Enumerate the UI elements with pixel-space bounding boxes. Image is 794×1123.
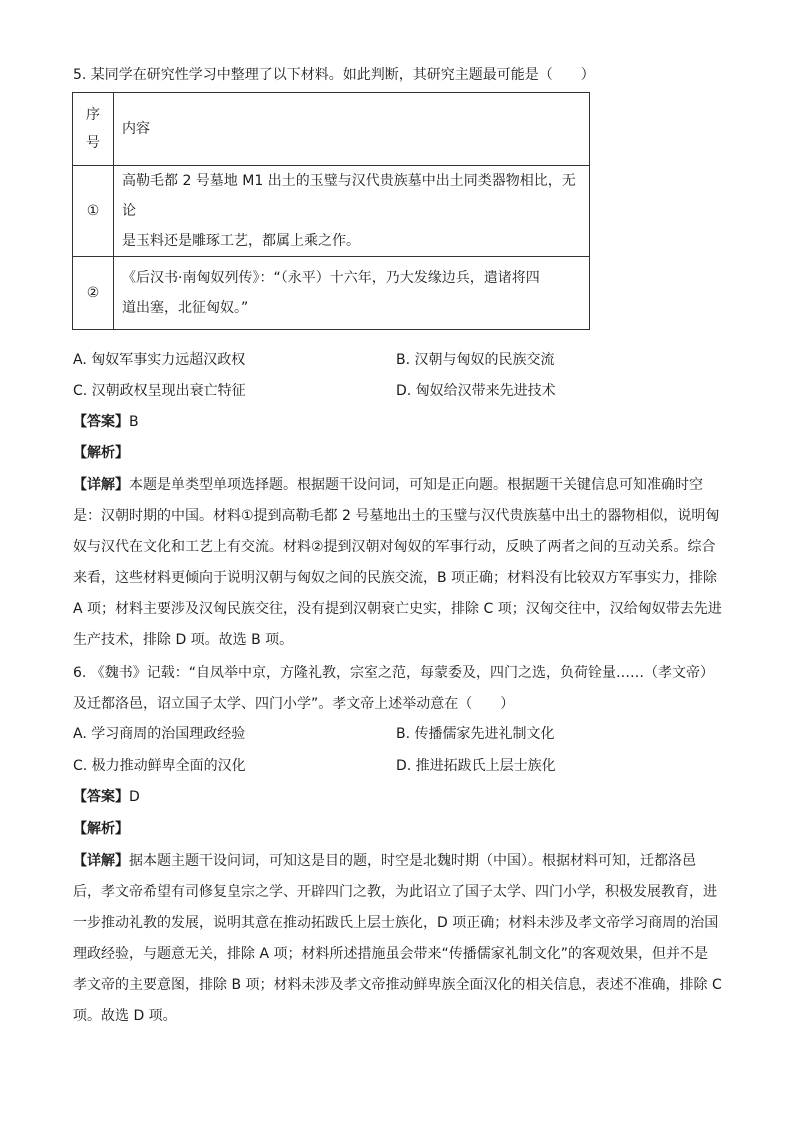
table-row — [73, 166, 590, 257]
detail-line: 【详解】据本题主题干设问词，可知这是目的题，时空是北魏时期（中国）。根据材料可知，迁都洛邑 — [73, 853, 696, 869]
q6-analysis-label — [73, 818, 129, 840]
header-index-line-2: 号 — [86, 135, 100, 151]
detail-line: 是：汉朝时期的中国。材料①提到高勒毛都 2 号墓地出土的玉璧与汉代贵族墓中出土的器物相似，说明匈 — [73, 508, 720, 524]
row-content-line: 高勒毛都 2 号墓地 M1 出土的玉璧与汉代贵族墓中出土同类器物相比，无论 — [122, 173, 576, 219]
q5-option-b: B. 汉朝与匈奴的民族交流 — [396, 352, 555, 368]
detail-label: 【详解】 — [73, 477, 129, 493]
q6-stem-line: 6. 《魏书》记载：“自凤举中京，方隆礼教，宗室之范，每蒙委及，四门之选，负荷铨量……（孝文帝） — [73, 665, 715, 681]
detail-line: 一步推动礼教的发展，说明其意在推动拓跋氏上层士族化，D 项正确；材料未涉及孝文帝学习商周的治国 — [73, 915, 719, 931]
detail-line: 理政经验，与题意无关，排除 A 项；材料所述措施虽会带来“传播儒家礼制文化”的客观效果，但并不是 — [73, 946, 708, 962]
analysis-label: 【解析】 — [73, 821, 129, 837]
detail-line: 项。故选 D 项。 — [73, 1008, 177, 1024]
header-content-cell: 内容 — [114, 93, 590, 166]
row-content — [114, 257, 590, 330]
q6-stem-line: 及迁都洛邑，诏立国子太学、四门小学”。孝文帝上述举动意在（ ） — [73, 696, 515, 712]
q5-option-d: D. 匈奴给汉带来先进技术 — [396, 383, 556, 399]
q5-analysis-label — [73, 442, 129, 464]
row-content-line: 《后汉书·南匈奴列传》：“（永平）十六年，乃大发缘边兵，遣诸将四 — [122, 270, 540, 286]
header-index-cell — [73, 93, 114, 166]
q6-stem — [73, 658, 723, 720]
detail-line: 【详解】本题是单类型单项选择题。根据题干设问词，可知是正向题。根据题干关键信息可知准确时空 — [73, 477, 703, 493]
detail-line: 生产技术，排除 D 项。故选 B 项。 — [73, 632, 294, 648]
table-row — [73, 257, 590, 330]
q6-detail — [73, 846, 723, 1032]
q6-option-c: C. 极力推动鲜卑全面的汉化 — [73, 758, 246, 774]
answer-value: D — [129, 789, 140, 805]
detail-line: A 项；材料主要涉及汉匈民族交往，没有提到汉朝衰亡史实，排除 C 项；汉匈交往中，汉给匈奴带去先进 — [73, 601, 722, 617]
row-content-line: 道出塞，北征匈奴。” — [122, 300, 249, 316]
q5-stem: 5. 某同学在研究性学习中整理了以下材料。如此判断，其研究主题最可能是（ ） — [73, 67, 595, 83]
q5-detail — [73, 470, 723, 656]
answer-label: 【答案】 — [73, 789, 129, 805]
detail-line: 孝文帝的主要意图，排除 B 项；材料未涉及孝文帝推动鲜卑族全面汉化的相关信息，表述不准确，排除 C — [73, 977, 722, 993]
row-content — [114, 166, 590, 257]
q6-option-b: B. 传播儒家先进礼制文化 — [396, 726, 555, 742]
row-index: ② — [73, 257, 114, 330]
answer-value: B — [129, 414, 139, 430]
q5-option-c: C. 汉朝政权呈现出衰亡特征 — [73, 383, 246, 399]
row-content-line: 是玉料还是雕琢工艺，都属上乘之作。 — [122, 233, 360, 249]
detail-line: 来看，这些材料更倾向于说明汉朝与匈奴之间的民族交流，B 项正确；材料没有比较双方军事实力，排除 — [73, 570, 718, 586]
row-index: ① — [73, 166, 114, 257]
answer-label: 【答案】 — [73, 414, 129, 430]
q5-option-a: A. 匈奴军事实力远超汉政权 — [73, 352, 246, 368]
q5-answer — [73, 411, 139, 433]
detail-label: 【详解】 — [73, 853, 129, 869]
analysis-label: 【解析】 — [73, 445, 129, 461]
header-index-line-1: 序 — [86, 107, 100, 123]
q6-option-a: A. 学习商周的治国理政经验 — [73, 726, 246, 742]
q5-materials-table — [72, 92, 590, 330]
table-header-row — [73, 93, 590, 166]
q6-answer — [73, 786, 140, 808]
q6-option-d: D. 推进拓跋氏上层士族化 — [396, 758, 556, 774]
detail-line: 后，孝文帝希望有司修复皇宗之学、开辟四门之教，为此诏立了国子太学、四门小学，积极发展教育，进 — [73, 884, 717, 900]
detail-line: 奴与汉代在文化和工艺上有交流。材料②提到汉朝对匈奴的军事行动，反映了两者之间的互动关系。综合 — [73, 539, 716, 555]
